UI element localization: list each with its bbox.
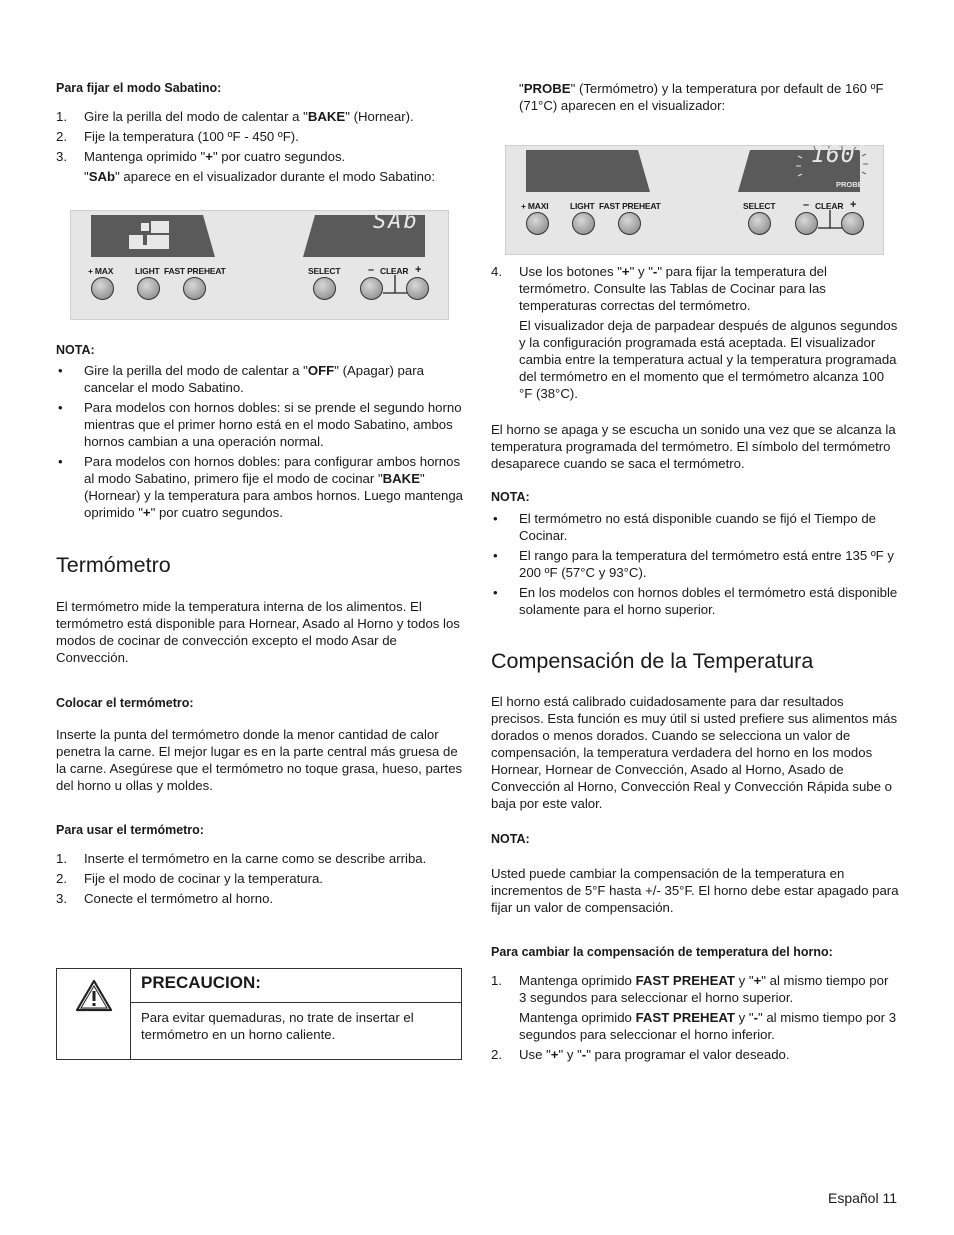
nota-bullets <box>491 510 899 621</box>
probe-indicator: PROBE <box>836 180 863 189</box>
list-item: • En los modelos con hornos dobles el termómetro está disponible solamente para el horno superior. <box>493 585 898 617</box>
bullet-icon: • <box>58 454 63 469</box>
step1-detail: Mantenga oprimido FAST PREHEAT y "-" al mismo tiempo por 3 segundos para seleccionar el horno inferior. <box>519 1010 897 1042</box>
list-item: • Gire la perilla del modo de calentar a "OFF" (Apagar) para cancelar el modo Sabatino. <box>58 363 424 395</box>
nota2-label: NOTA: <box>491 832 530 846</box>
list-item: 1. Inserte el termómetro en la carne como se describe arriba. <box>56 851 427 866</box>
compensacion-title: Compensación de la Temperatura <box>491 649 814 673</box>
select-button[interactable] <box>313 277 336 300</box>
plus-button[interactable] <box>841 212 864 235</box>
label-select: SELECT <box>743 201 776 211</box>
left-display <box>526 150 650 192</box>
termometro-intro: El termómetro mide la temperatura interna de los alimentos. El termómetro está disponible para Hornear, Asado al Horno y todos los modos de cocinar de convección excepto el modo Asar de Convección. <box>56 599 460 665</box>
caution-icon-cell <box>57 969 131 1059</box>
label-plus: + <box>850 199 857 211</box>
apaga-text: El horno se apaga y se escucha un sonido una vez que se alcanza la temperatura programada del termómetro. El símbolo del termómetro desaparece cuando se saca el termómetro. <box>491 422 896 471</box>
list-item: 2. Fije la temperatura (100 ºF - 450 ºF). <box>56 129 299 144</box>
compensacion-text: El horno está calibrado cuidadosamente para dar resultados precisos. Esta función es muy útil si usted prefiere sus alimentos más dorados o menos dorados. Cuando se selecciona un valor de compensación, la temperatura verdadera del horno en los modos Hornear, Hornear de Convección, Asado al Horno, Asado de Convección al Horno, Convección Real y Convección Rápida sube o baja por este valor. <box>491 694 898 811</box>
nota-bullets <box>56 362 466 524</box>
bullet-icon: • <box>493 585 498 600</box>
plus-button[interactable] <box>406 277 429 300</box>
probe-steps <box>491 263 899 402</box>
max-button[interactable] <box>91 277 114 300</box>
list-item: 3. Conecte el termómetro al horno. <box>56 891 274 906</box>
bullet-icon: • <box>58 400 63 415</box>
list-item: • Para modelos con hornos dobles: para configurar ambos hornos al modo Sabatino, primero fije el modo de cocinar "BAKE" (Hornear) y la temperatura para ambos hornos. Luego mantenga oprimido "+" por cuatro segundos. <box>58 454 463 520</box>
control-panel-probe <box>505 142 884 255</box>
colocar-heading: Colocar el termómetro: <box>56 696 194 710</box>
list-item: • Para modelos con hornos dobles: si se prende el segundo horno mientras que el primer horno está en el modo Sabatino, ambos hornos cambian a una operación normal. <box>58 400 462 449</box>
minus-button[interactable] <box>360 277 383 300</box>
sabbath-steps <box>56 108 466 185</box>
cambiar-steps <box>491 972 899 1066</box>
usar-heading: Para usar el termómetro: <box>56 823 204 837</box>
caution-box <box>56 968 462 1060</box>
label-fast-preheat: FAST PREHEAT <box>164 266 226 276</box>
list-item: 2. Fije el modo de cocinar y la temperatura. <box>56 871 323 886</box>
usar-steps <box>56 850 466 910</box>
light-button[interactable] <box>137 277 160 300</box>
label-light: LIGHT <box>135 266 160 276</box>
label-minus: – <box>803 199 809 211</box>
clear-bracket-icon <box>383 273 407 299</box>
list-item: 2. Use "+" y "-" para programar el valor deseado. <box>491 1047 790 1062</box>
caution-title: PRECAUCION: <box>141 973 261 992</box>
list-item: 3. Mantenga oprimido "+" por cuatro segundos. <box>56 149 346 164</box>
label-maxi: + MAXI <box>521 201 549 211</box>
cambiar-heading: Para cambiar la compensación de temperatura del horno: <box>491 945 833 959</box>
colocar-text: Inserte la punta del termómetro donde la menor cantidad de calor penetra la carne. El mejor lugar es en la parte central más gruesa de la carne. Asegúrese que el termómetro no toque grasa, hueso, partes del horno u ollas y moldes. <box>56 727 463 793</box>
list-item: • El termómetro no está disponible cuando se fijó el Tiempo de Cocinar. <box>493 511 876 543</box>
caution-divider <box>130 1002 461 1003</box>
list-item: 4. Use los botones "+" y "-" para fijar la temperatura del termómetro. Consulte las Tablas de Cocinar para las temperaturas correctas del termómetro. <box>491 264 827 313</box>
fast-preheat-button[interactable] <box>618 212 641 235</box>
light-button[interactable] <box>572 212 595 235</box>
maxi-button[interactable] <box>526 212 549 235</box>
nota2-text: Usted puede cambiar la compensación de la temperatura en incrementos de 5°F hasta +/- 35°F. El horno debe estar apagado para fijar un valor de compensación. <box>491 866 899 915</box>
list-item: • El rango para la temperatura del termómetro está entre 135 ºF y 200 ºF (57°C y 93°C). <box>493 548 894 580</box>
select-button[interactable] <box>748 212 771 235</box>
minus-button[interactable] <box>795 212 818 235</box>
sabbath-display-note: "SAb" aparece en el visualizador durante el modo Sabatino: <box>84 169 435 184</box>
clear-bracket-icon <box>818 208 842 234</box>
list-item: 1. Mantenga oprimido FAST PREHEAT y "+" al mismo tiempo por 3 segundos para seleccionar el horno superior. <box>491 973 889 1005</box>
label-light: LIGHT <box>570 201 595 211</box>
probe-intro: "PROBE" (Termómetro) y la temperatura por default de 160 ºF (71°C) aparecen en el visualizador: <box>519 81 884 113</box>
label-max: + MAX <box>88 266 114 276</box>
label-select: SELECT <box>308 266 341 276</box>
bullet-icon: • <box>493 548 498 563</box>
list-item: 1. Gire la perilla del modo de calentar a "BAKE" (Hornear). <box>56 109 414 124</box>
page-number: Español 11 <box>827 1190 897 1206</box>
label-clear: CLEAR <box>815 201 844 211</box>
warning-icon <box>75 979 113 1013</box>
label-fast-preheat: FAST PREHEAT <box>599 201 661 211</box>
display-readout: SAb <box>373 209 419 234</box>
label-clear: CLEAR <box>380 266 409 276</box>
bullet-icon: • <box>493 511 498 526</box>
fast-preheat-button[interactable] <box>183 277 206 300</box>
control-panel-sabbath <box>70 210 449 320</box>
step4-detail: El visualizador deja de parpadear después de algunos segundos y la configuración programada está aceptada. El visualizador cambia entre la temperatura actual y la temperatura programada del termómetro en el momento que el termómetro alcanza 100 °F (38°C). <box>519 318 898 401</box>
label-minus: – <box>368 264 374 276</box>
nota-label: NOTA: <box>491 490 530 504</box>
nota-label: NOTA: <box>56 343 95 357</box>
display-readout: 160° <box>811 142 871 168</box>
caution-text: Para evitar quemaduras, no trate de insertar el termómetro en un horno caliente. <box>141 1010 414 1042</box>
termometro-title: Termómetro <box>56 553 171 577</box>
left-display <box>91 215 215 257</box>
bullet-icon: • <box>58 363 63 378</box>
label-plus: + <box>415 264 422 276</box>
sabbath-heading: Para fijar el modo Sabatino: <box>56 81 222 95</box>
